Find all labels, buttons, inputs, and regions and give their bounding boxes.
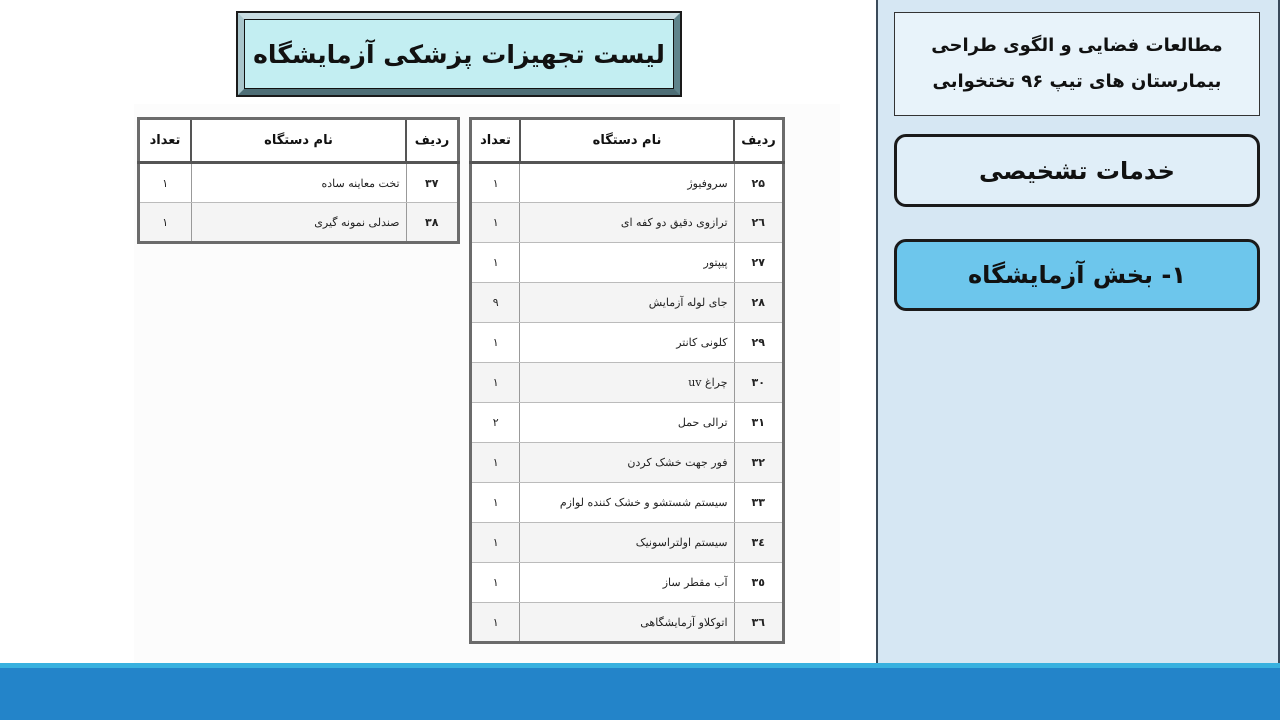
laboratory-section-label: ۱- بخش آزمایشگاه (967, 261, 1187, 289)
bottom-bar (0, 668, 1280, 720)
device-name: ترالی حمل (520, 403, 734, 443)
header-quantity: تعداد (139, 119, 192, 163)
slide-title-bevel (238, 13, 680, 95)
table-header-row (139, 119, 459, 163)
table-row (471, 603, 784, 643)
table-row (471, 403, 784, 443)
quantity: ۱ (471, 243, 520, 283)
header-row-number: ردیف (734, 119, 783, 163)
row-number: ۲٦ (734, 203, 783, 243)
row-number: ۳۷ (406, 163, 458, 203)
table-row (139, 163, 459, 203)
table-header-row (471, 119, 784, 163)
device-name: پیپتور (520, 243, 734, 283)
device-name: فور جهت خشک کردن (520, 443, 734, 483)
device-name: کلونی کانتر (520, 323, 734, 363)
row-number: ۳۲ (734, 443, 783, 483)
table-body-right (471, 163, 784, 643)
equipment-table-left (137, 117, 460, 244)
row-number: ۳٥ (734, 563, 783, 603)
table-row (471, 523, 784, 563)
row-number: ۳۳ (734, 483, 783, 523)
table-row (471, 563, 784, 603)
quantity: ۲ (471, 403, 520, 443)
quantity: ۱ (139, 163, 192, 203)
table-row (139, 203, 459, 243)
quantity: ۱ (471, 363, 520, 403)
table-row (471, 163, 784, 203)
device-name: سیستم اولتراسونیک (520, 523, 734, 563)
quantity: ۱ (471, 163, 520, 203)
device-name: تخت معاینه ساده (191, 163, 406, 203)
quantity: ۱ (471, 523, 520, 563)
table-row (471, 203, 784, 243)
quantity: ۱ (139, 203, 192, 243)
device-name: اتوکلاو آزمایشگاهی (520, 603, 734, 643)
device-name: صندلی نمونه گیری (191, 203, 406, 243)
table-row (471, 363, 784, 403)
row-number: ۳٦ (734, 603, 783, 643)
equipment-table-right (469, 117, 785, 644)
row-number: ۳۰ (734, 363, 783, 403)
quantity: ۱ (471, 603, 520, 643)
row-number: ۳۸ (406, 203, 458, 243)
device-name: سروفیوژ (520, 163, 734, 203)
quantity: ۱ (471, 323, 520, 363)
device-name: چراغ uv (520, 363, 734, 403)
row-number: ۲۹ (734, 323, 783, 363)
device-name: ترازوی دقیق دو کفه ای (520, 203, 734, 243)
device-name: سیستم شستشو و خشک کننده لوازم (520, 483, 734, 523)
table-row (471, 483, 784, 523)
quantity: ۱ (471, 443, 520, 483)
diagnostic-services-button[interactable] (894, 134, 1260, 207)
device-name: جای لوله آزمایش (520, 283, 734, 323)
slide-title-frame (236, 11, 682, 97)
header-row-number: ردیف (406, 119, 458, 163)
row-number: ۲۵ (734, 163, 783, 203)
study-title-line1: مطالعات فضایی و الگوی طراحی (931, 35, 1223, 56)
table-row (471, 243, 784, 283)
table-row (471, 283, 784, 323)
study-title-box (894, 12, 1260, 116)
quantity: ۱ (471, 563, 520, 603)
row-number: ۳٤ (734, 523, 783, 563)
table-row (471, 443, 784, 483)
diagnostic-services-label: خدمات تشخیصی (979, 156, 1175, 185)
table-row (471, 323, 784, 363)
quantity: ۱ (471, 483, 520, 523)
row-number: ۲۷ (734, 243, 783, 283)
device-name: آب مقطر ساز (520, 563, 734, 603)
quantity: ۱ (471, 203, 520, 243)
header-device-name: نام دستگاه (520, 119, 734, 163)
header-device-name: نام دستگاه (191, 119, 406, 163)
table-body-left (139, 163, 459, 243)
slide-title: لیست تجهیزات پزشکی آزمایشگاه (244, 19, 674, 89)
laboratory-section-button[interactable] (894, 239, 1260, 311)
row-number: ۳۱ (734, 403, 783, 443)
header-quantity: تعداد (471, 119, 520, 163)
study-title-line2: بیمارستان های تیپ ۹۶ تختخوابی (932, 71, 1222, 92)
quantity: ۹ (471, 283, 520, 323)
row-number: ۲۸ (734, 283, 783, 323)
